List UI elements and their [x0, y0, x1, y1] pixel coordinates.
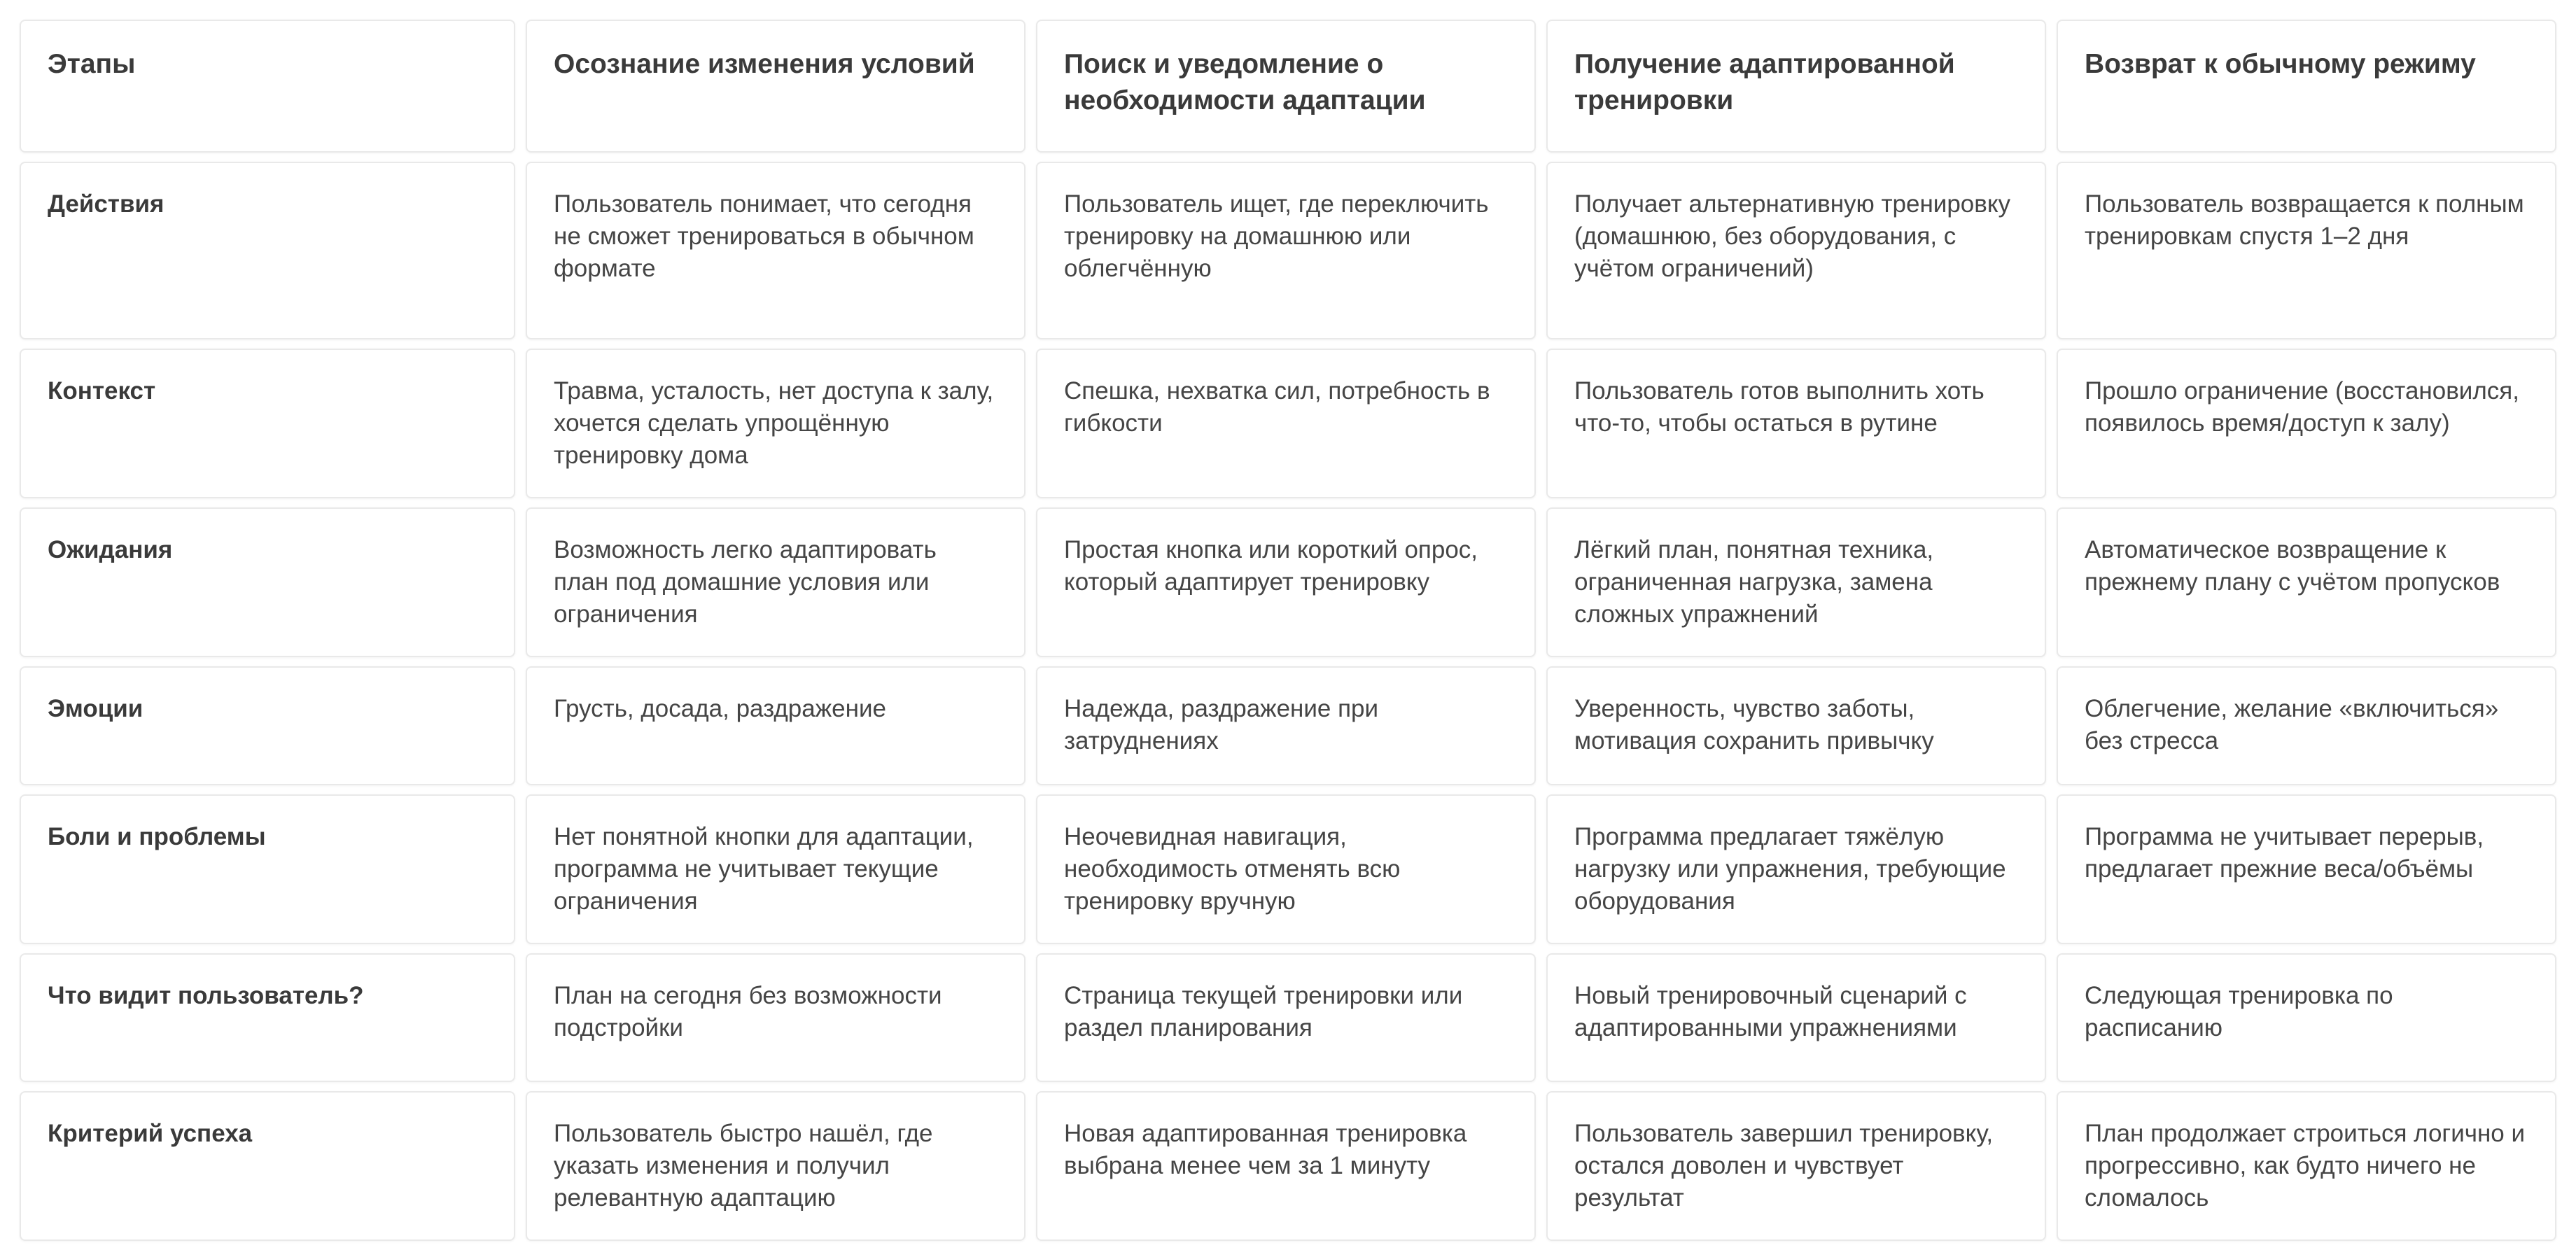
- table-cell: Спешка, нехватка сил, потребность в гибкости: [1036, 349, 1536, 498]
- table-cell: Программа предлагает тяжёлую нагрузку или упражнения, требующие оборудования: [1546, 794, 2046, 944]
- header-stage-1: Осознание изменения условий: [526, 20, 1026, 153]
- table-cell: Облегчение, желание «включиться» без стресса: [2057, 666, 2556, 785]
- table-cell: Пользователь завершил тренировку, остался доволен и чувствует результат: [1546, 1091, 2046, 1241]
- table-cell: Простая кнопка или короткий опрос, который адаптирует тренировку: [1036, 507, 1536, 657]
- header-stage-4: Возврат к обычному режиму: [2057, 20, 2556, 153]
- row-label-success-criteria: Критерий успеха: [20, 1091, 515, 1241]
- table-cell: Новый тренировочный сценарий с адаптированными упражнениями: [1546, 953, 2046, 1082]
- table-cell: Новая адаптированная тренировка выбрана менее чем за 1 минуту: [1036, 1091, 1536, 1241]
- row-label-expectations: Ожидания: [20, 507, 515, 657]
- table-cell: Возможность легко адаптировать план под домашние условия или ограничения: [526, 507, 1026, 657]
- table-cell: Страница текущей тренировки или раздел планирования: [1036, 953, 1536, 1082]
- header-stages: Этапы: [20, 20, 515, 153]
- row-label-context: Контекст: [20, 349, 515, 498]
- table-cell: Неочевидная навигация, необходимость отменять всю тренировку вручную: [1036, 794, 1536, 944]
- table-cell: Пользователь ищет, где переключить тренировку на домашнюю или облегчённую: [1036, 162, 1536, 339]
- table-cell: Лёгкий план, понятная техника, ограниченная нагрузка, замена сложных упражнений: [1546, 507, 2046, 657]
- header-stage-3: Получение адаптированной тренировки: [1546, 20, 2046, 153]
- header-stage-2: Поиск и уведомление о необходимости адаптации: [1036, 20, 1536, 153]
- table-cell: Пользователь готов выполнить хоть что-то, чтобы остаться в рутине: [1546, 349, 2046, 498]
- journey-map-table: [20, 20, 2556, 1241]
- table-cell: Пользователь быстро нашёл, где указать изменения и получил релевантную адаптацию: [526, 1091, 1026, 1241]
- row-label-actions: Действия: [20, 162, 515, 339]
- row-label-pain-points: Боли и проблемы: [20, 794, 515, 944]
- table-cell: Уверенность, чувство заботы, мотивация сохранить привычку: [1546, 666, 2046, 785]
- table-cell: Программа не учитывает перерыв, предлагает прежние веса/объёмы: [2057, 794, 2556, 944]
- row-label-what-user-sees: Что видит пользователь?: [20, 953, 515, 1082]
- table-cell: Следующая тренировка по расписанию: [2057, 953, 2556, 1082]
- table-cell: Пользователь возвращается к полным тренировкам спустя 1–2 дня: [2057, 162, 2556, 339]
- table-cell: Надежда, раздражение при затруднениях: [1036, 666, 1536, 785]
- table-cell: Автоматическое возвращение к прежнему плану с учётом пропусков: [2057, 507, 2556, 657]
- table-cell: Грусть, досада, раздражение: [526, 666, 1026, 785]
- table-cell: План продолжает строиться логично и прогрессивно, как будто ничего не сломалось: [2057, 1091, 2556, 1241]
- table-cell: Пользователь понимает, что сегодня не сможет тренироваться в обычном формате: [526, 162, 1026, 339]
- table-cell: План на сегодня без возможности подстройки: [526, 953, 1026, 1082]
- table-cell: Травма, усталость, нет доступа к залу, хочется сделать упрощённую тренировку дома: [526, 349, 1026, 498]
- table-cell: Прошло ограничение (восстановился, появилось время/доступ к залу): [2057, 349, 2556, 498]
- table-cell: Нет понятной кнопки для адаптации, программа не учитывает текущие ограничения: [526, 794, 1026, 944]
- table-cell: Получает альтернативную тренировку (домашнюю, без оборудования, с учётом ограничений): [1546, 162, 2046, 339]
- row-label-emotions: Эмоции: [20, 666, 515, 785]
